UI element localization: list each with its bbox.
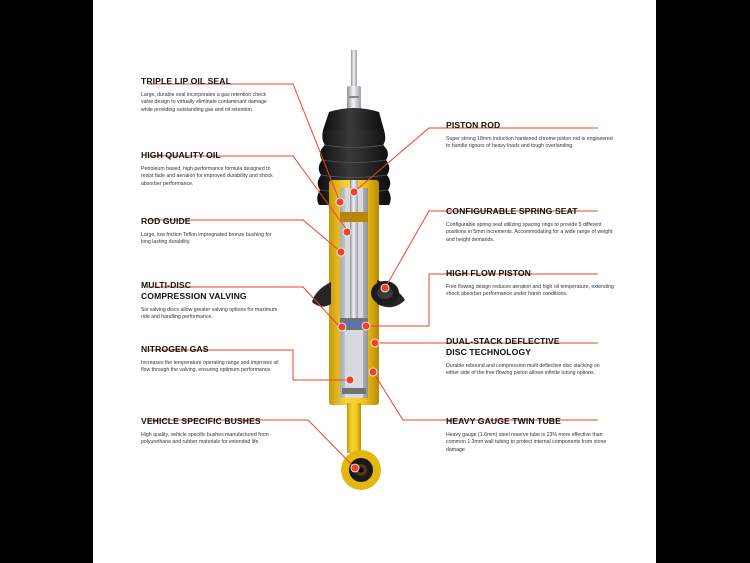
dot-high-quality-oil xyxy=(343,228,351,236)
callout-title: HEAVY GAUGE TWIN TUBE xyxy=(446,416,561,426)
callout-text: Petroleum based, high performance formula designed to resist fade and aeration for improved durability and shock absorber performance. xyxy=(141,166,273,187)
callout-text: Six valving discs allow greater valving options for maximum ride and handling performance. xyxy=(141,307,278,321)
callout-title: MULTI-DISC COMPRESSION VALVING xyxy=(141,280,247,301)
callout-title: CONFIGURABLE SPRING SEAT xyxy=(446,206,578,216)
dot-piston-rod xyxy=(350,188,358,196)
callout-text: Increases the temperature operating range and improves oil flow through the valving, ensuring optimum performance. xyxy=(141,360,279,374)
callout-text: Large, durable seal incorporates a gas retention check valve design to virtually eliminate contaminant damage while providing outstanding gas and oil retention. xyxy=(141,92,267,113)
callout-text: Free flowing design reduces aeration and high oil temperature, extending shock absorber performance under harsh conditions. xyxy=(446,284,614,298)
callout-configurable-spring-seat xyxy=(446,206,636,244)
right-letterbox xyxy=(656,0,750,563)
leader-twin-tube xyxy=(373,372,598,420)
callout-title: VEHICLE SPECIFIC BUSHES xyxy=(141,416,261,426)
callout-high-quality-oil xyxy=(141,150,331,188)
callout-rod-guide xyxy=(141,216,331,247)
callout-title: HIGH QUALITY OIL xyxy=(141,150,221,160)
callout-heavy-gauge-twin-tube xyxy=(446,416,636,454)
callout-title: TRIPLE LIP OIL SEAL xyxy=(141,76,231,86)
callout-title: HIGH FLOW PISTON xyxy=(446,268,531,278)
dot-high-flow-piston xyxy=(362,322,370,330)
left-letterbox xyxy=(0,0,93,563)
dot-nitrogen-gas xyxy=(346,376,354,384)
callout-text: High quality, vehicle specific bushes manufactured from polyurethane and rubber materials for extended life. xyxy=(141,432,269,446)
callout-title: PISTON ROD xyxy=(446,120,501,130)
dot-twin-tube xyxy=(369,368,377,376)
callout-text: Super strong 18mm induction hardened chrome piston rod is engineered to handle rigours of heavy loads and tough overlanding. xyxy=(446,136,613,150)
lower-mount xyxy=(341,403,381,490)
callout-high-flow-piston xyxy=(446,268,636,299)
callout-text: Heavy gauge (1.6mm) steel reserve tube is 23% more effective than common 1.3mm wall tubing to protect internal components from stone damage. xyxy=(446,432,607,453)
callout-triple-lip-oil-seal xyxy=(141,76,331,114)
callout-vehicle-specific-bushes xyxy=(141,416,331,447)
dot-multi-disc xyxy=(338,323,346,331)
dot-spring-seat xyxy=(381,284,389,292)
top-stud xyxy=(347,50,361,112)
dot-vehicle-bushes xyxy=(351,464,359,472)
callout-nitrogen-gas xyxy=(141,344,331,375)
callout-piston-rod xyxy=(446,120,636,151)
dot-dual-stack xyxy=(371,339,379,347)
dot-triple-lip-oil-seal xyxy=(336,198,344,206)
callout-title: DUAL-STACK DEFLECTIVE DISC TECHNOLOGY xyxy=(446,336,560,357)
callout-dual-stack-deflective-disc xyxy=(446,336,636,378)
diagram-panel xyxy=(93,0,656,563)
callout-text: Large, low friction Teflon impregnated bronze bushing for long lasting durability. xyxy=(141,232,272,246)
dot-rod-guide xyxy=(337,248,345,256)
callout-title: NITROGEN GAS xyxy=(141,344,209,354)
callout-title: ROD GUIDE xyxy=(141,216,191,226)
callout-multi-disc-compression-valving xyxy=(141,280,331,322)
callout-text: Configurable spring seat utilizing spacing rings to provide 5 different positions in 5mm increments. Accommodating for a wide range of weight and height demands. xyxy=(446,222,613,243)
callout-text: Durable rebound and compression multi deflective disc stacking on either side of the free flowing piston allows infinite tuning options. xyxy=(446,363,600,377)
